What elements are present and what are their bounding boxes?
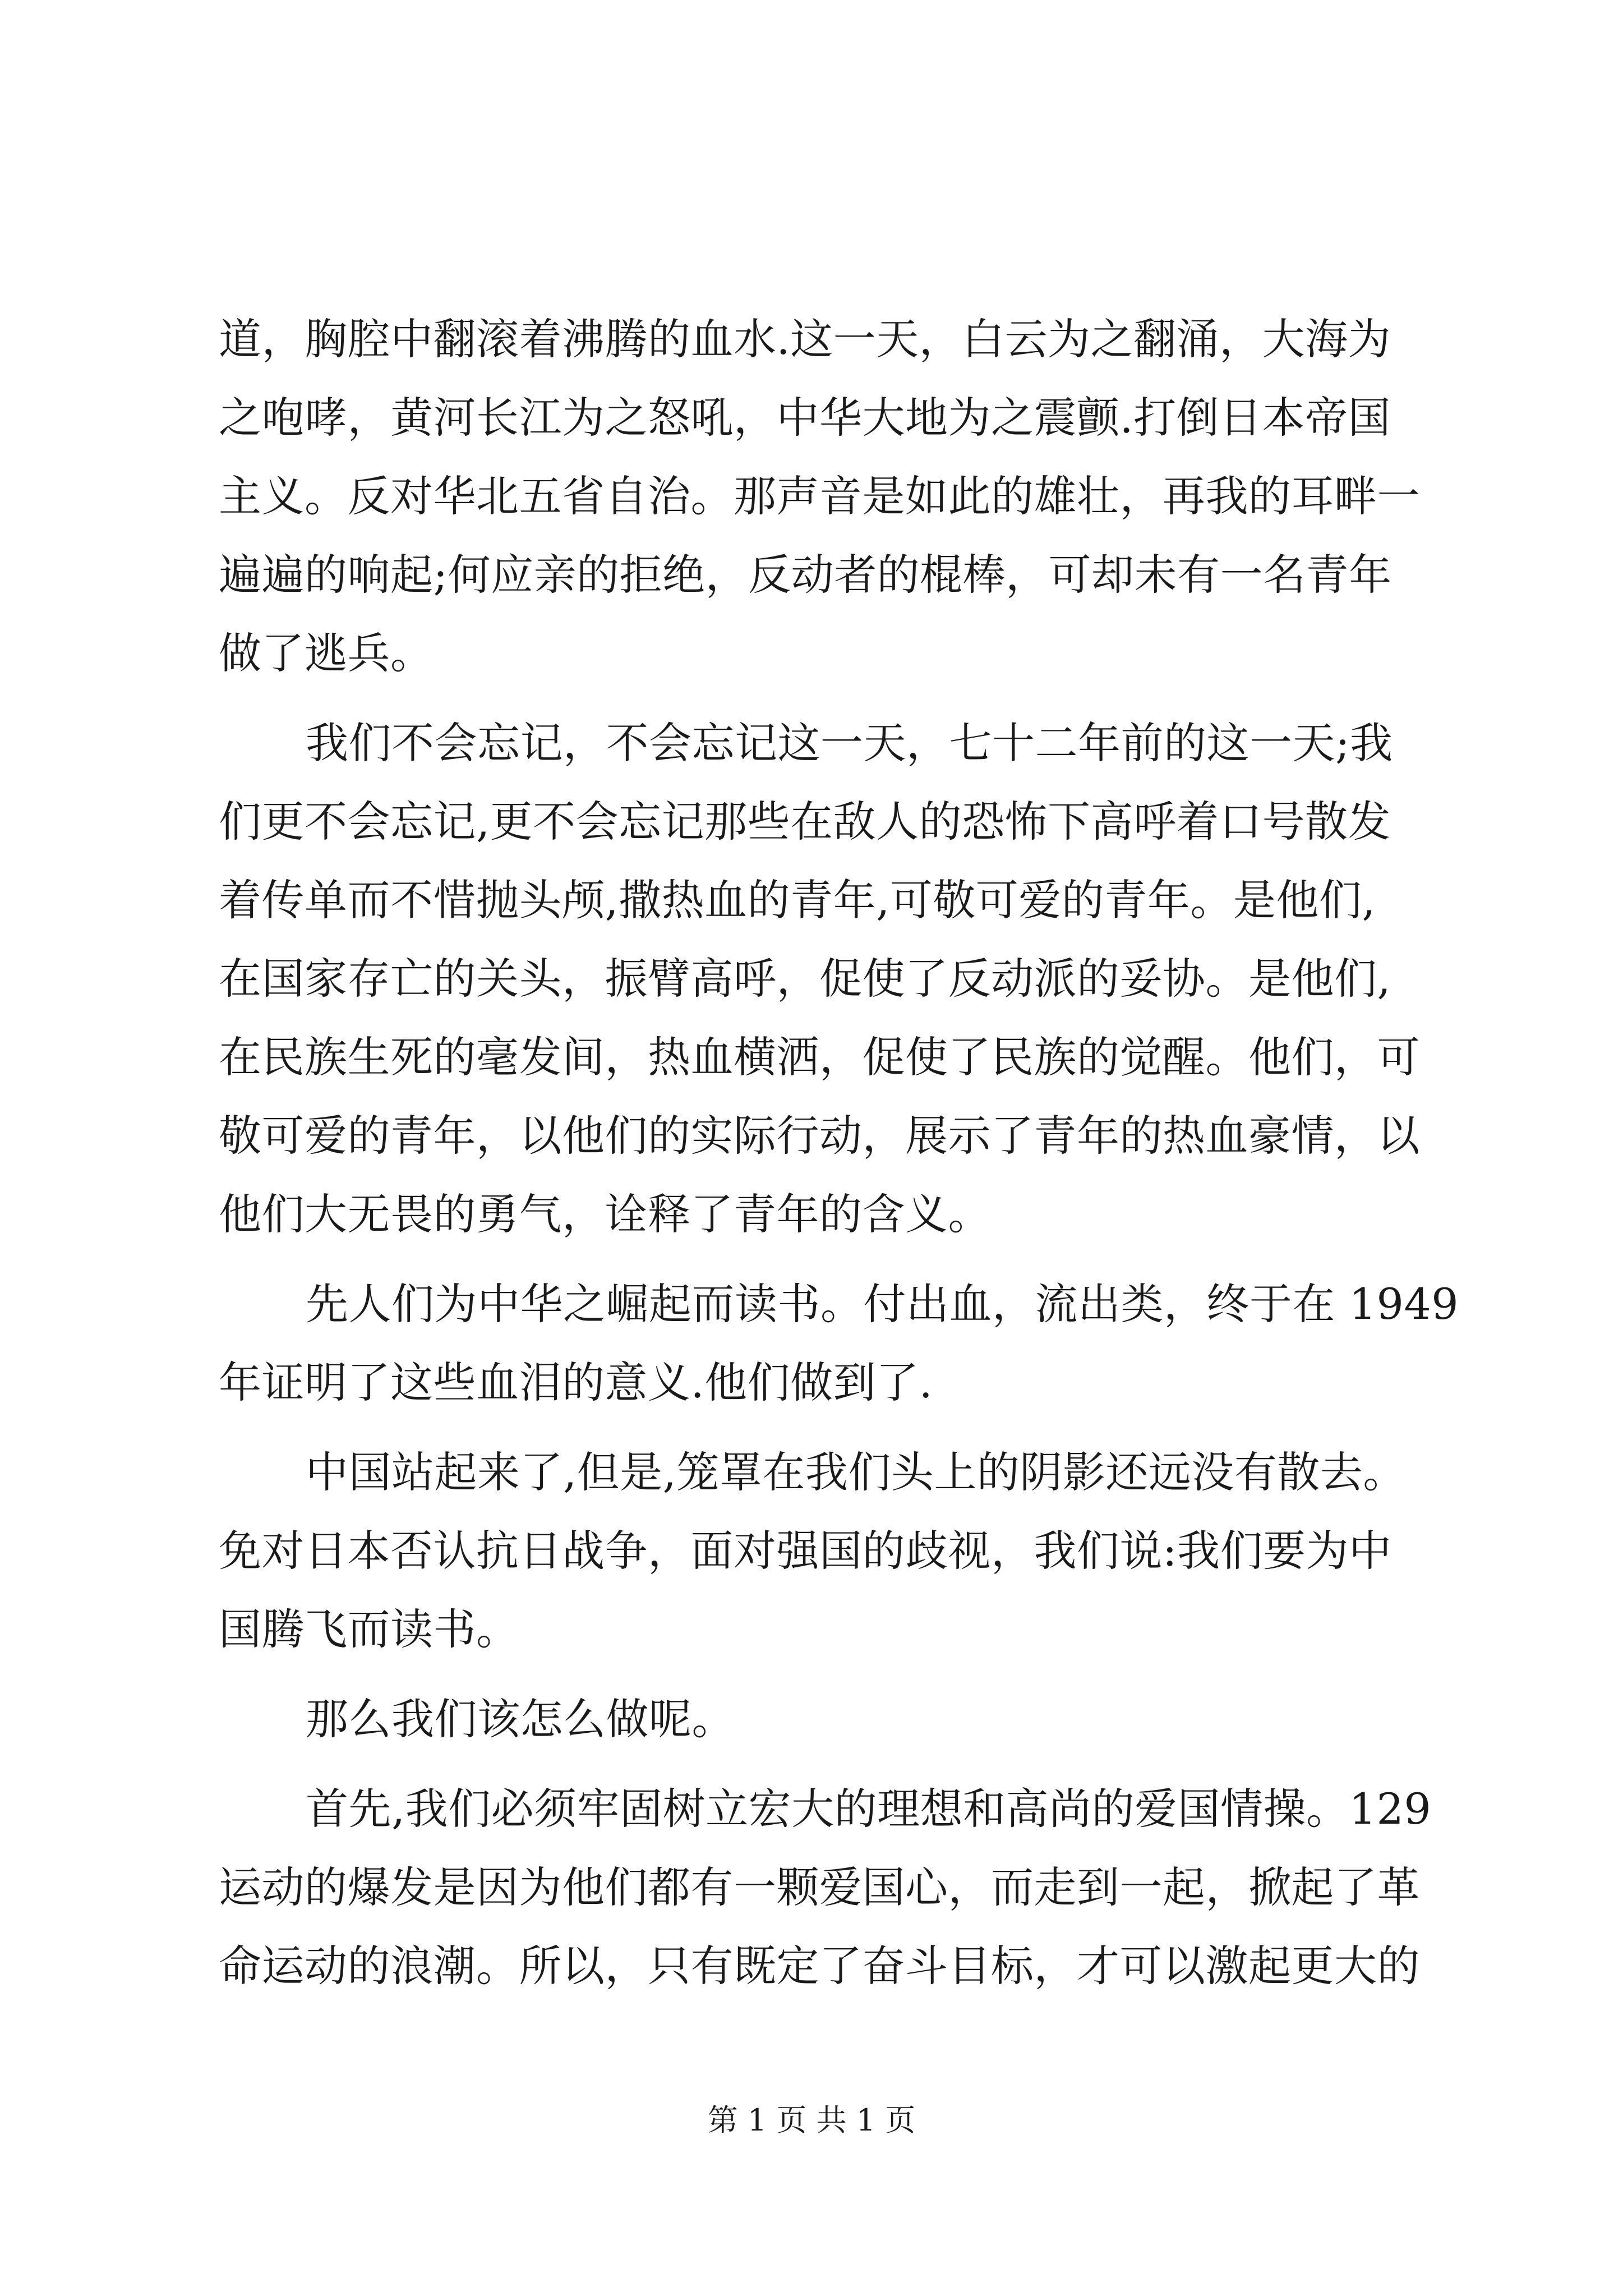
page-footer: 第 1 页 共 1 页 <box>707 2102 916 2138</box>
text-line: 在国家存亡的关头，振臂高呼，促使了反动派的妥协。是他们, <box>219 954 1391 1004</box>
text-line: 命运动的浪潮。所以，只有既定了奋斗目标，才可以激起更大的 <box>219 1941 1420 1991</box>
text-line: 遍遍的响起;何应亲的拒绝，反动者的棍棒，可却未有一名青年 <box>219 550 1392 600</box>
text-line: 他们大无畏的勇气，诠释了青年的含义。 <box>219 1189 991 1239</box>
text-line: 年证明了这些血泪的意义.他们做到了. <box>219 1358 933 1407</box>
text-line: 敬可爱的青年，以他们的实际行动，展示了青年的热血豪情，以 <box>219 1111 1420 1161</box>
text-line: 免对日本否认抗日战争，面对强国的歧视，我们说:我们要为中 <box>219 1526 1392 1576</box>
text-line: 主义。反对华北五省自治。那声音是如此的雄壮，再我的耳畔一 <box>219 471 1420 521</box>
text-line: 做了逃兵。 <box>219 628 434 678</box>
paragraph-first-line: 中国站起来了,但是,笼罩在我们头上的阴影还远没有散去。 <box>306 1447 1406 1497</box>
text-line: 国腾飞而读书。 <box>219 1604 519 1654</box>
text-line: 运动的爆发是因为他们都有一颗爱国心，而走到一起，掀起了革 <box>219 1862 1420 1912</box>
paragraph-first-line: 那么我们该怎么做呢。 <box>306 1694 735 1744</box>
text-line: 之咆哮，黄河长江为之怒吼，中华大地为之震颤.打倒日本帝国 <box>219 393 1391 443</box>
text-line: 在民族生死的毫发间，热血横洒，促使了民族的觉醒。他们，可 <box>219 1032 1420 1082</box>
paragraph-first-line: 首先,我们必须牢固树立宏大的理想和高尚的爱国情操。129 <box>306 1784 1432 1834</box>
paragraph-first-line: 先人们为中华之崛起而读书。付出血，流出类，终于在 1949 <box>306 1279 1459 1329</box>
paragraph-first-line: 我们不会忘记，不会忘记这一天，七十二年前的这一天;我 <box>306 718 1393 768</box>
text-line: 着传单而不惜抛头颅,撒热血的青年,可敬可爱的青年。是他们, <box>219 875 1376 925</box>
text-line: 道，胸腔中翻滚着沸腾的血水.这一天，白云为之翻涌，大海为 <box>219 314 1391 364</box>
text-line: 们更不会忘记,更不会忘记那些在敌人的恐怖下高呼着口号散发 <box>219 797 1391 846</box>
